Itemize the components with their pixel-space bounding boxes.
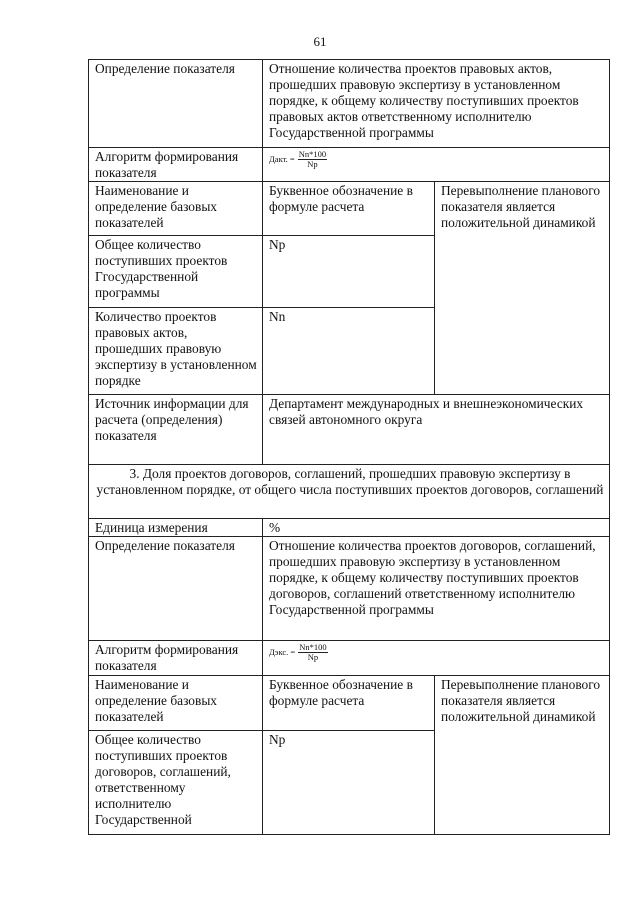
overfulfilment-note-2: Перевыполнение планового показателя является положительной динамикой xyxy=(435,676,610,835)
passed-projects-label: Количество проектов правовых актов, прошедших правовую экспертизу в установленном порядке xyxy=(89,308,263,395)
formula-numerator: Nn*100 xyxy=(298,149,327,159)
page-number: 61 xyxy=(313,34,327,49)
total-projects-symbol: Np xyxy=(263,236,435,308)
algorithm-label: Алгоритм формирования показателя xyxy=(89,148,263,182)
letter-designation-label-2: Буквенное обозначение в формуле расчета xyxy=(263,676,435,731)
unit-row xyxy=(89,519,610,537)
total-projects-label: Общее количество поступивших проектов Ггосударственной программы xyxy=(89,236,263,308)
algorithm-row xyxy=(89,148,610,182)
section-3-row xyxy=(89,465,610,519)
total-projects-symbol-2: Np xyxy=(263,731,435,835)
letter-designation-label: Буквенное обозначение в формуле расчета xyxy=(263,182,435,236)
passed-projects-symbol: Nn xyxy=(263,308,435,395)
base-indicators-header-row-2 xyxy=(89,676,610,731)
indicator-table xyxy=(88,59,610,835)
overfulfilment-note: Перевыполнение планового показателя является положительной динамикой xyxy=(435,182,610,395)
definition-label: Определение показателя xyxy=(89,60,263,148)
base-indicators-label: Наименование и определение базовых показателей xyxy=(89,182,263,236)
definition-label-2: Определение показателя xyxy=(89,537,263,641)
unit-value: % xyxy=(263,519,610,537)
definition-row-2 xyxy=(89,537,610,641)
formula-denominator-2: Np xyxy=(307,652,319,662)
base-indicators-header-row xyxy=(89,182,610,236)
formula-cell-2 xyxy=(263,641,610,676)
section-3-title: 3. Доля проектов договоров, соглашений, прошедших правовую экспертизу в установленном порядке, от общего числа поступивших проектов договоров, соглашений xyxy=(89,465,610,519)
formula-fraction-2 xyxy=(298,643,327,662)
algorithm-row-2 xyxy=(89,641,610,676)
formula-2 xyxy=(269,643,328,662)
formula xyxy=(269,150,327,169)
definition-row xyxy=(89,60,610,148)
formula-lhs: Дакт. = xyxy=(269,154,295,164)
formula-denominator: Np xyxy=(307,159,318,169)
source-row xyxy=(89,395,610,465)
total-projects-label-2: Общее количество поступивших проектов договоров, соглашений, ответственному исполнителю Государственной xyxy=(89,731,263,835)
definition-value: Отношение количества проектов правовых актов, прошедших правовую экспертизу в установленном порядке, к общему количеству поступивших проектов правовых актов ответственному исполнителю Государственной программы xyxy=(263,60,610,148)
formula-cell xyxy=(263,148,610,182)
formula-lhs-2: Дэкс. = xyxy=(269,647,296,657)
definition-value-2: Отношение количества проектов договоров, соглашений, прошедших правовую экспертизу в установленном порядке, к общему количеству поступивших проектов договоров, соглашений ответственному исполнителю Государственной программы xyxy=(263,537,610,641)
source-label: Источник информации для расчета (определения) показателя xyxy=(89,395,263,465)
algorithm-label-2: Алгоритм формирования показателя xyxy=(89,641,263,676)
unit-label: Единица измерения xyxy=(89,519,263,537)
source-value: Департамент международных и внешнеэкономических связей автономного округа xyxy=(263,395,610,465)
base-indicators-label-2: Наименование и определение базовых показателей xyxy=(89,676,263,731)
formula-fraction xyxy=(298,150,327,169)
formula-numerator-2: Nn*100 xyxy=(299,642,327,652)
